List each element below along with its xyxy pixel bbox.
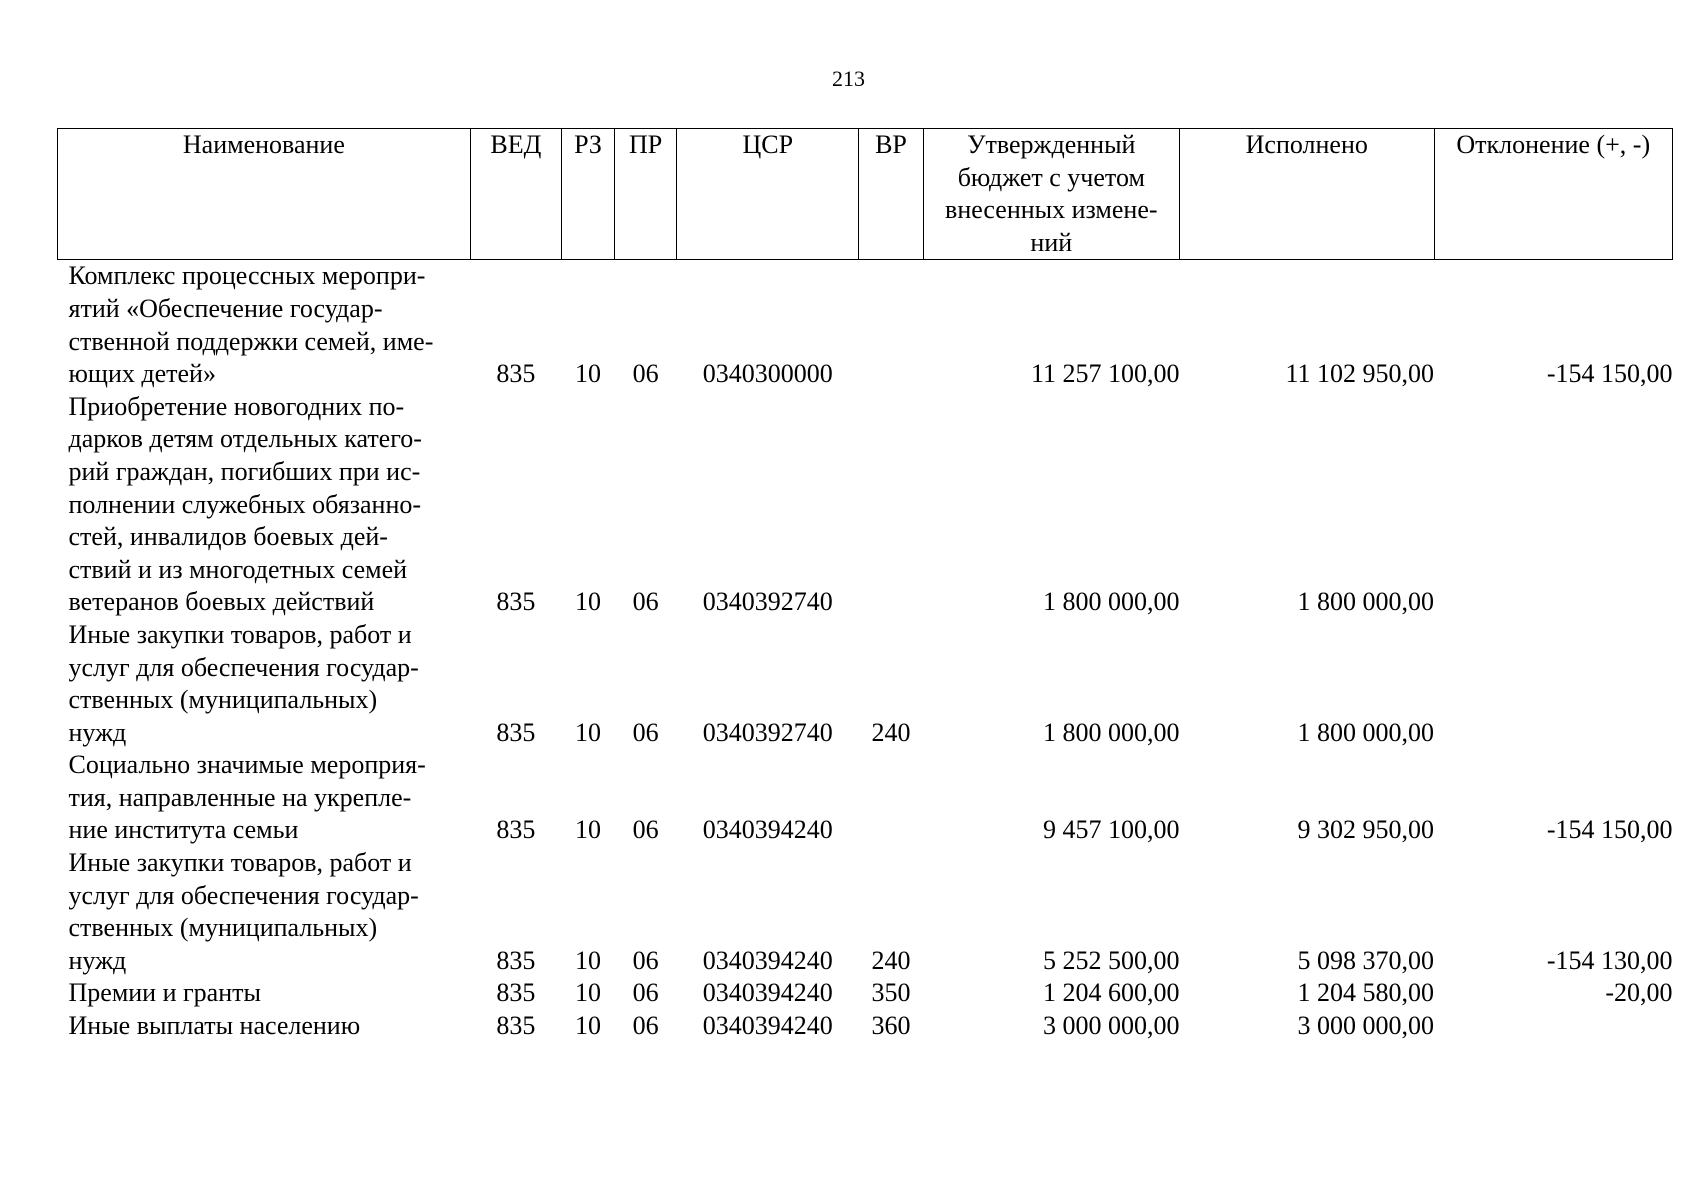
row-csr: 0340394240 — [702, 978, 833, 1008]
row-deviation: -154 150,00 — [1546, 815, 1673, 845]
table-row — [58, 847, 1673, 977]
row-ved: 835 — [496, 587, 536, 617]
header-ved: ВЕД — [470, 129, 561, 260]
row-approved: 5 252 500,00 — [1043, 945, 1180, 975]
row-vr: 240 — [871, 945, 911, 975]
row-name: Иные закупки товаров, работ и услуг для обеспечения государ- ственных (муниципальных) нужд — [68, 848, 419, 975]
row-csr: 0340394240 — [702, 1011, 833, 1041]
row-name: Иные выплаты населению — [68, 1011, 361, 1041]
table-row — [58, 1010, 1673, 1043]
row-ved: 835 — [496, 945, 536, 975]
row-deviation — [1434, 391, 1673, 619]
row-csr: 0340392740 — [702, 587, 833, 617]
header-rz: РЗ — [561, 129, 614, 260]
table-row — [58, 619, 1673, 749]
row-executed: 1 204 580,00 — [1297, 978, 1434, 1008]
row-deviation — [1434, 1010, 1673, 1043]
row-approved: 3 000 000,00 — [1043, 1011, 1180, 1041]
row-deviation — [1434, 619, 1673, 749]
row-rz: 10 — [574, 717, 601, 747]
row-rz: 10 — [574, 945, 601, 975]
row-vr — [859, 391, 923, 619]
header-pr: ПР — [615, 129, 677, 260]
row-vr: 360 — [871, 1011, 911, 1041]
row-deviation: -154 130,00 — [1546, 945, 1673, 975]
budget-execution-table — [57, 128, 1673, 1043]
header-name: Наименование — [58, 129, 471, 260]
row-name: Социально значимые мероприя- тия, направленные на укрепле- ние института семьи — [68, 750, 426, 845]
row-pr: 06 — [632, 1011, 659, 1041]
table-row — [58, 260, 1673, 391]
row-csr: 0340394240 — [702, 815, 833, 845]
row-vr: 240 — [871, 717, 911, 747]
table-header-row — [58, 129, 1673, 260]
row-name: Комплекс процессных меропри- ятий «Обеспечение государ- ственной поддержки семей, име- ющих детей» — [68, 261, 434, 389]
page-number: 213 — [832, 66, 865, 91]
row-deviation: -154 150,00 — [1546, 359, 1673, 389]
row-rz: 10 — [574, 815, 601, 845]
row-executed: 3 000 000,00 — [1297, 1011, 1434, 1041]
row-approved: 1 204 600,00 — [1043, 978, 1180, 1008]
table-row — [58, 391, 1673, 619]
row-csr: 0340392740 — [702, 717, 833, 747]
row-vr: 350 — [871, 978, 911, 1008]
row-csr: 0340394240 — [702, 945, 833, 975]
row-csr: 0340300000 — [702, 359, 833, 389]
row-pr: 06 — [632, 587, 659, 617]
row-executed: 9 302 950,00 — [1297, 815, 1434, 845]
row-pr: 06 — [632, 359, 659, 389]
row-name: Премии и гранты — [68, 978, 261, 1008]
row-approved: 9 457 100,00 — [1043, 815, 1180, 845]
row-ved: 835 — [496, 359, 536, 389]
row-rz: 10 — [574, 978, 601, 1008]
row-pr: 06 — [632, 815, 659, 845]
header-vr: ВР — [859, 129, 923, 260]
row-executed: 1 800 000,00 — [1297, 717, 1434, 747]
table-row — [58, 977, 1673, 1010]
header-executed: Исполнено — [1180, 129, 1434, 260]
row-executed: 11 102 950,00 — [1285, 359, 1434, 389]
row-rz: 10 — [574, 587, 601, 617]
row-ved: 835 — [496, 1011, 536, 1041]
row-approved: 1 800 000,00 — [1043, 587, 1180, 617]
header-deviation: Отклонение (+, -) — [1434, 129, 1673, 260]
row-vr — [859, 260, 923, 391]
row-executed: 5 098 370,00 — [1297, 945, 1434, 975]
row-approved: 11 257 100,00 — [1030, 359, 1180, 389]
row-vr — [859, 749, 923, 847]
row-pr: 06 — [632, 945, 659, 975]
row-ved: 835 — [496, 978, 536, 1008]
row-rz: 10 — [574, 1011, 601, 1041]
header-csr: ЦСР — [677, 129, 859, 260]
row-executed: 1 800 000,00 — [1297, 587, 1434, 617]
row-pr: 06 — [632, 978, 659, 1008]
row-pr: 06 — [632, 717, 659, 747]
row-deviation: -20,00 — [1605, 978, 1673, 1008]
row-ved: 835 — [496, 717, 536, 747]
row-rz: 10 — [574, 359, 601, 389]
row-ved: 835 — [496, 815, 536, 845]
row-name: Иные закупки товаров, работ и услуг для обеспечения государ- ственных (муниципальных) нужд — [68, 619, 419, 747]
row-approved: 1 800 000,00 — [1043, 717, 1180, 747]
table-row — [58, 749, 1673, 847]
header-approved-budget: Утвержденный бюджет с учетом внесенных измене-ний — [923, 129, 1179, 260]
row-name: Приобретение новогодних по- дарков детям отдельных катего- рий граждан, погибших при ис- полнении служебных обязанно- стей, инвалидов боевых дей- ствий и из многодетных семей ветеранов боевых действий — [68, 391, 422, 617]
